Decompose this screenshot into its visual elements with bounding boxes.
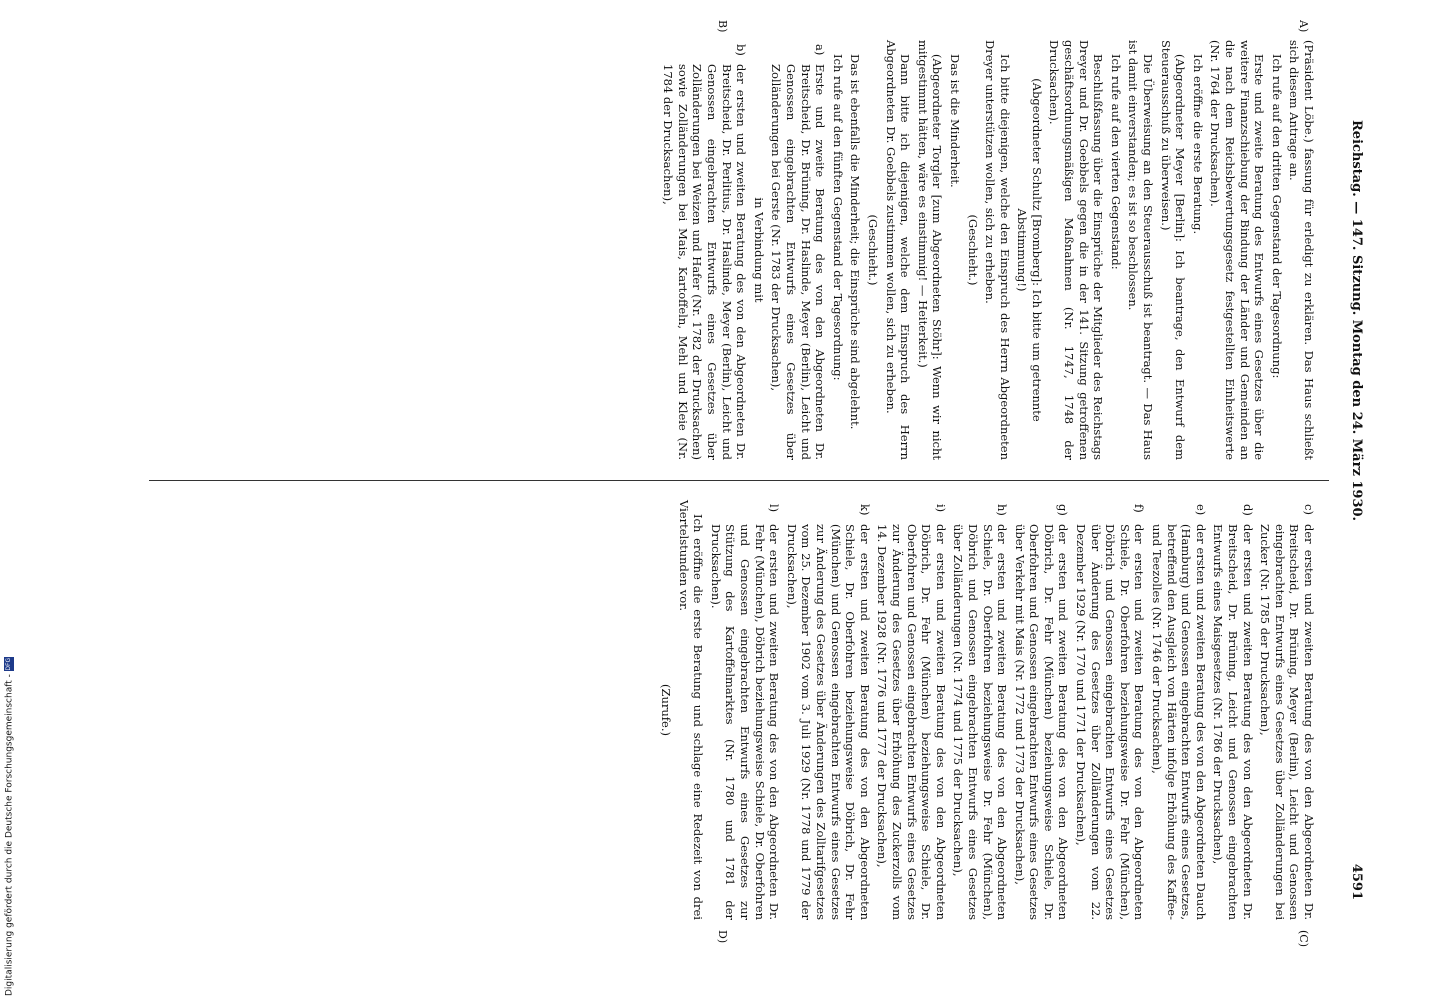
dfg-logo-icon: DFG (5, 657, 12, 671)
list-item: l) der ersten und zweiten Beratung des von den Abgeordneten Dr. Fehr (München), Döbrich beziehungsweise Schiele, Dr. Oberfohren und Genossen eingebrachten Entwurfs eines Gesetzes zur Stützung des Kartoffelmarktes (Nr. 1780 und 1781 der Drucksachen). (708, 504, 782, 920)
page-number: 4591 (1349, 863, 1364, 900)
stage-direction: (Geschieht.) (965, 214, 980, 286)
list-item: e) der ersten und zweiten Beratung des von den Abgeordneten Dauch (Hamburg) und Genossen eingebrachten Entwurfs eines Gesetzes, betreffend den Ausgleich von Härten infolge Erhöhung des Kaffee- und Teezolles (Nr. 1746 der Drucksachen), (1150, 504, 1208, 920)
paragraph: Ich eröffne die erste Beratung und schlage eine Redezeit von drei Viertelstunden vor. (676, 500, 706, 920)
list-item: i) der ersten und zweiten Beratung des von den Abgeordneten Döbrich, Dr. Fehr (München) beziehungsweise Schiele, Dr. Oberfohren und Genossen eingebrachten Entwurfs eines Gesetzes zur Änderung des Gesetzes über Erhöhung des Zuckerzolls vom 14. Dezember 1928 (Nr. 1776 und 1777 der Drucksachen), (875, 504, 948, 920)
digitization-credit (4, 0, 15, 996)
list-item: h) der ersten und zweiten Beratung des von den Abgeordneten Schiele, Dr. Oberfohren beziehungsweise Dr. Fehr (München), Döbrich und Genossen eingebrachten Entwurfs eines Gesetzes über Zolländerungen (Nr. 1774 und 1775 der Drucksachen), (951, 504, 1010, 920)
right-column (655, 500, 1316, 920)
paragraph: Ich rufe auf den fünften Gegenstand der Tagesordnung: (830, 54, 845, 381)
list-item: c) der ersten und zweiten Beratung des von den Abgeordneten Dr. Breitscheid, Dr. Brüning, Meyer (Berlin), Leicht und Genossen eingebrachten Entwurfs eines Gesetzes über Zolländerungen bei Zucker (Nr. 1785 der Drucksachen), (1258, 504, 1316, 920)
paragraph: Das ist ebenfalls die Minderheit; die Einsprüche sind abgelehnt. (848, 54, 863, 430)
list-item: k) der ersten und zweiten Beratung des von den Abgeordneten Schiele, Dr. Oberfohren beziehungsweise Döbrich, Dr. Fehr (München) und Genossen eingebrachten Entwurfs eines Gesetzes zur Änderung des Gesetzes über Änderungen des Zolltarifgesetzes vom 25. Dezember 1902 vom 3. Juli 1929 (Nr. 1778 und 1779 der Drucksachen), (784, 504, 872, 920)
paragraph: Dann bitte ich diejenigen, welche dem Einspruch des Herrn Abgeordneten Dr. Goebbels zustimmen wollen, sich zu erheben. (883, 40, 913, 460)
column-rule (149, 480, 1329, 481)
stage-direction: (Zurufe.) (659, 684, 674, 736)
paragraph: in Verbindung mit (751, 197, 766, 303)
credit-text: Digitalisierung gefördert durch die Deutsche Forschungsgemeinschaft - (4, 674, 15, 996)
list-item: f) der ersten und zweiten Beratung des von den Abgeordneten Schiele, Dr. Oberfohren beziehungsweise Dr. Fehr (München), Döbrich und Genossen eingebrachten Entwurfs eines Gesetzes über Änderung des Gesetzes über Zolländerungen vom 22. Dezember 1929 (Nr. 1770 und 1771 der Drucksachen), (1074, 504, 1147, 920)
interjection: (Abgeordneter Torgler [zum Abgeordneten Stöhr]: Wenn wir nicht mitgestimmt hätten, wäre es einstimmig! — Heiterkeit.) (915, 40, 945, 460)
left-column (658, 40, 1316, 460)
paragraph: Die Überweisung an den Steuerausschuß ist beantragt. — Das Haus ist damit einverstanden; es ist so beschlossen. (1126, 40, 1156, 460)
margin-mark-d: D) (716, 930, 729, 944)
list-item: a) Erste und zweite Beratung des von den Abgeordneten Dr. Breitscheid, Dr. Brüning, Dr. Haslinde, Meyer (Berlin), Leicht und Genossen eingebrachten Entwurfs eines Gesetzes über Zolländerungen bei Gerste (Nr. 1783 der Drucksachen), (769, 44, 828, 460)
paragraph: Ich rufe auf den dritten Gegenstand der Tagesordnung: (1269, 54, 1284, 379)
interjection: (Abgeordneter Schultz [Bromberg]: Ich bitte um getrennte Abstimmung!) (1015, 78, 1044, 422)
interjection: (Abgeordneter Meyer [Berlin]: Ich beantrage, den Entwurf dem Steuerausschuß zu überweisen.) (1158, 40, 1188, 460)
agenda-item-4: Beschlußfassung über die Einsprüche der Mitglieder des Reichstags Dreyer und Dr. Goebbels gegen die in der 141. Sitzung getroffenen geschäftsordnungsmäßigen Maßnahmen (Nr. 1747, 1748 der Drucksachen). (1047, 40, 1106, 460)
list-item: d) der ersten und zweiten Beratung des von den Abgeordneten Dr. Breitscheid, Dr. Brüning, Leicht und Genossen eingebrachten Entwurfs eines Maisgesetzes (Nr. 1786 der Drucksachen), (1211, 504, 1255, 920)
page-header (1349, 120, 1364, 900)
running-head: Reichstag. — 147. Sitzung. Montag den 24. März 1930. (1349, 120, 1364, 522)
list-item: g) der ersten und zweiten Beratung des von den Abgeordneten Döbrich, Dr. Fehr (München) beziehungsweise Schiele, Dr. Oberfohren und Genossen eingebrachten Entwurfs eines Gesetzes über Verkehr mit Mais (Nr. 1772 und 1773 der Drucksachen), (1012, 504, 1071, 920)
paragraph: Ich rufe auf den vierten Gegenstand: (1108, 54, 1123, 270)
list-item: b) der ersten und zweiten Beratung des von den Abgeordneten Dr. Breitscheid, Dr. Perlitius, Dr. Haslinde, Meyer (Berlin), Leicht und Genossen eingebrachten Entwurfs eines Gesetzes über Zolländerungen bei Weizen und Hafer (Nr. 1782 der Drucksachen) sowie Zolländerungen bei Mais, Kartoffeln, Mehl und Kleie (Nr. 1784 der Drucksachen), (661, 44, 749, 460)
agenda-item-3: Erste und zweite Beratung des Entwurfs eines Gesetzes über die weitere Finanzschiebung der Bindung der Länder und Gemeinden an die nach dem Reichsbewertungsgesetz festgestellten Einheitswerte (Nr. 1764 der Drucksachen). (1208, 40, 1267, 460)
paragraph: Das ist die Minderheit. (947, 54, 962, 188)
paragraph: (Präsident Löbe.) fassung für erledigt zu erklären. Das Haus schließt sich diesem Antrage an. (1287, 40, 1316, 460)
stage-direction: (Geschieht.) (865, 214, 880, 286)
margin-mark-a: A) (1297, 20, 1310, 33)
margin-mark-c: (C) (1297, 930, 1310, 947)
paragraph: Ich eröffne die erste Beratung. (1190, 54, 1205, 235)
margin-mark-b: B) (716, 20, 729, 33)
paragraph: Ich bitte diejenigen, welche den Einspruch des Herrn Abgeordneten Dreyer unterstützen wollen, sich zu erheben. (983, 40, 1012, 460)
